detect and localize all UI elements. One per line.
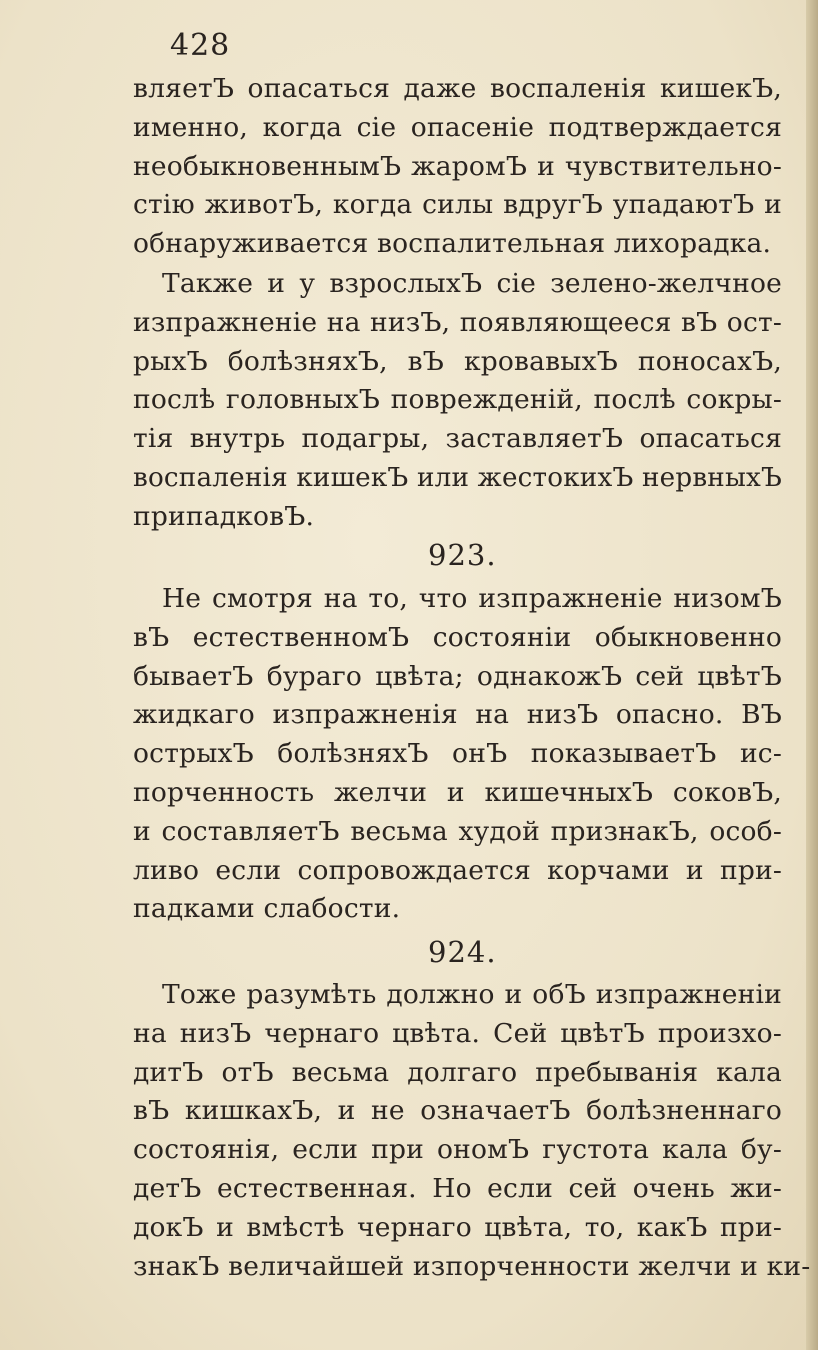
text-line: порченность желчи и кишечныхЪ соковЪ, xyxy=(133,777,782,808)
text-line: воспаленія кишекЪ или жестокихЪ нервныхЪ xyxy=(133,462,782,493)
text-line: припадковЪ. xyxy=(133,500,315,532)
text-line: детЪ естественная. Но если сей очень жи- xyxy=(133,1173,782,1204)
text-line: жидкаго изпражненія на низЪ опасно. ВЪ xyxy=(133,699,782,731)
text-line: острыхЪ болѣзняхЪ онЪ показываетЪ ис- xyxy=(133,738,782,770)
text-line: докЪ и вмѣстѣ чернаго цвѣта, то, какЪ при- xyxy=(133,1211,782,1243)
text-line: вЪ кишкахЪ, и не означаетЪ болѣзненнаго xyxy=(133,1095,782,1127)
text-line: Тоже разумѣть должно и обЪ изпражненіи xyxy=(162,979,782,1010)
text-line: Не смотря на то, что изпражненіе низомЪ xyxy=(162,583,782,614)
section-number: 923. xyxy=(428,538,497,572)
page-edge-shadow xyxy=(806,0,818,1350)
text-line: рыхЪ болѣзняхЪ, вЪ кровавыхЪ поносахЪ, xyxy=(133,345,782,377)
text-line: Также и у взрослыхЪ сіе зелено-желчное xyxy=(162,268,782,299)
section-number: 924. xyxy=(428,935,497,969)
text-line: бываетЪ бураго цвѣта; однакожЪ сей цвѣтЪ xyxy=(133,660,782,692)
text-line: обнаруживается воспалительная лихорадка. xyxy=(133,228,772,260)
text-line: вЪ естественномЪ состояніи обыкновенно xyxy=(133,621,782,653)
text-line: дитЪ отЪ весьма долгаго пребыванія кала xyxy=(133,1056,782,1088)
text-line: и составляетЪ весьма худой признакЪ, особ- xyxy=(133,815,782,847)
text-line: изпражненіе на низЪ, появляющееся вЪ ост- xyxy=(133,306,782,338)
text-line: вляетЪ опасаться даже воспаленія кишекЪ, xyxy=(133,73,782,104)
text-line: ливо если сопровождается корчами и при- xyxy=(133,854,782,886)
text-line: послѣ головныхЪ поврежденій, послѣ сокры- xyxy=(133,384,782,416)
text-line: необыкновеннымЪ жаромЪ и чувствительно- xyxy=(133,150,782,182)
text-line: стію животЪ, когда силы вдругЪ упадаютЪ и xyxy=(133,189,782,221)
text-line: на низЪ чернаго цвѣта. Сей цвѣтЪ произхо- xyxy=(133,1017,782,1049)
text-line: тія внутрь подагры, заставляетЪ опасаться xyxy=(133,423,782,455)
text-line: падками слабости. xyxy=(133,893,401,925)
text-line: именно, когда сіе опасеніе подтверждается xyxy=(133,111,782,143)
text-line: состоянія, если при ономЪ густота кала бу- xyxy=(133,1134,782,1166)
page-number: 428 xyxy=(170,28,231,63)
text-line: знакЪ величайшей изпорченности желчи и ки- xyxy=(133,1250,811,1282)
